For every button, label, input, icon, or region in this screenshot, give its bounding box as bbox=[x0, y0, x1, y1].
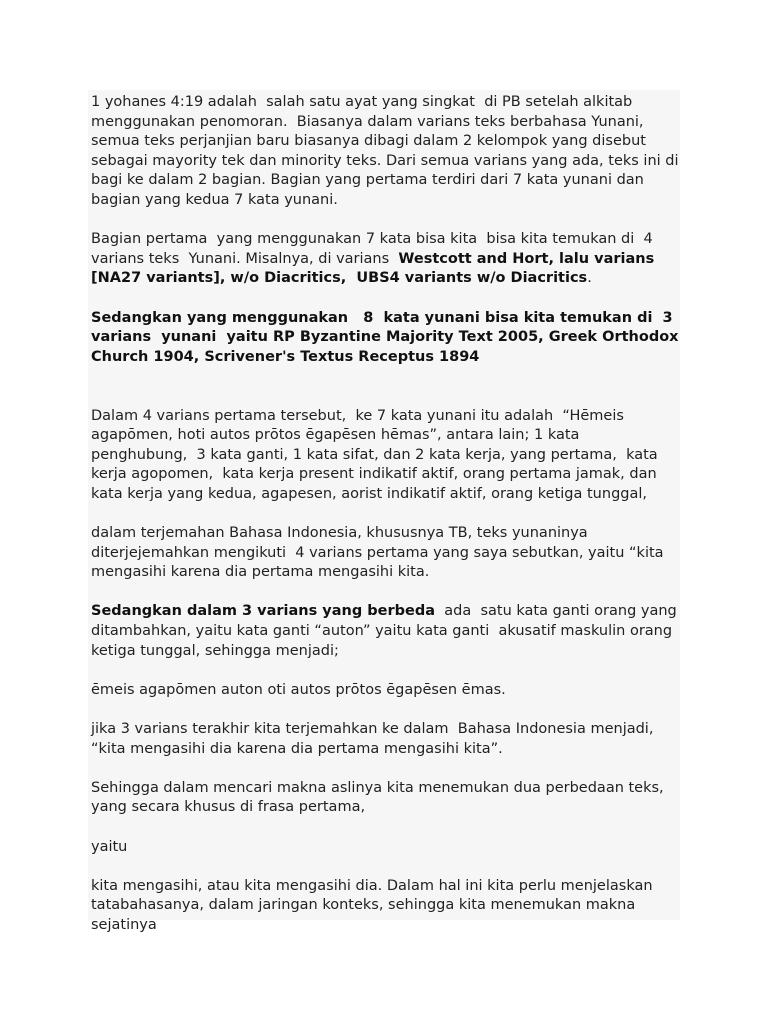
text-span: bagi ke dalam 2 bagian. Bagian yang pertama terdiri dari 7 kata yunani dan bbox=[91, 172, 644, 189]
text-span: yang secara khusus di frasa pertama, bbox=[91, 799, 366, 816]
text-line bbox=[91, 269, 681, 289]
text-line bbox=[91, 720, 681, 740]
paragraph-p7 bbox=[91, 681, 681, 701]
paragraph-p3 bbox=[91, 309, 681, 368]
text-span: diterjejemahkan mengikuti 4 varians pertama yang saya sebutkan, yaitu “kita bbox=[91, 544, 664, 561]
text-line bbox=[91, 642, 681, 662]
bold-text-span: Westcott and Hort, lalu varians bbox=[398, 250, 655, 267]
text-span: jika 3 varians terakhir kita terjemahkan ke dalam Bahasa Indonesia menjadi, bbox=[91, 721, 654, 737]
text-line bbox=[91, 113, 681, 133]
text-line bbox=[91, 446, 681, 466]
text-span: agapōmen, hoti autos prōtos ēgapēsen hēmas”, antara lain; 1 kata bbox=[91, 427, 580, 444]
text-line bbox=[91, 152, 681, 172]
text-span: ēmeis agapōmen auton oti autos prōtos ēgapēsen ēmas. bbox=[91, 681, 506, 698]
paragraph-p10 bbox=[91, 838, 681, 858]
text-span: kata kerja yang kedua, agapesen, aorist indikatif aktif, orang ketiga tunggal, bbox=[91, 485, 647, 502]
text-span: ditambahkan, yaitu kata ganti “auton” yaitu kata ganti akusatif maskulin orang bbox=[91, 623, 673, 640]
text-line bbox=[91, 622, 681, 642]
bold-text-span: Church 1904, Scrivener's Textus Receptus 1894 bbox=[91, 348, 480, 365]
text-line bbox=[91, 132, 681, 152]
paragraph-p8 bbox=[91, 720, 681, 759]
text-line bbox=[91, 328, 681, 348]
text-span: bagian yang kedua 7 kata yunani. bbox=[91, 191, 338, 208]
text-span: mengasihi karena dia pertama mengasihi kita. bbox=[91, 564, 430, 581]
text-line bbox=[91, 896, 681, 916]
text-line bbox=[91, 309, 681, 329]
text-span: 1 yohanes 4:19 adalah salah satu ayat yang singkat di PB setelah alkitab bbox=[91, 94, 633, 110]
bold-text-span: Sedangkan yang menggunakan 8 kata yunani bisa kita temukan di 3 bbox=[91, 309, 673, 326]
text-span: ketiga tunggal, sehingga menjadi; bbox=[91, 642, 339, 659]
text-span: Dalam 4 varians pertama tersebut, ke 7 kata yunani itu adalah “Hēmeis bbox=[91, 407, 624, 424]
text-line bbox=[91, 916, 681, 936]
bold-text-span: [NA27 variants], w/o Diacritics, UBS4 variants w/o Diacritics bbox=[91, 270, 588, 287]
text-line bbox=[91, 681, 681, 701]
text-span: sebagai mayority tek dan minority teks. Dari semua varians yang ada, teks ini di bbox=[91, 152, 679, 169]
text-line bbox=[91, 348, 681, 368]
bold-text-span: varians yunani yaitu RP Byzantine Majority Text 2005, Greek Orthodox bbox=[91, 329, 679, 346]
paragraph-spacer bbox=[91, 387, 681, 407]
text-span: sejatinya bbox=[91, 916, 157, 933]
text-line bbox=[91, 740, 681, 760]
text-span: tatabahasanya, dalam jaringan konteks, sehingga kita menemukan makna bbox=[91, 897, 636, 914]
paragraph-p2 bbox=[91, 230, 681, 289]
text-span: Sehingga dalam mencari makna aslinya kita menemukan dua perbedaan teks, bbox=[91, 779, 664, 796]
text-line bbox=[91, 779, 681, 799]
paragraph-p1 bbox=[91, 93, 681, 211]
bold-text-span: Sedangkan dalam 3 varians yang berbeda bbox=[91, 603, 436, 620]
text-span: “kita mengasihi dia karena dia pertama mengasihi kita”. bbox=[91, 740, 503, 757]
text-line bbox=[91, 563, 681, 583]
text-span: . bbox=[587, 270, 592, 287]
text-line bbox=[91, 485, 681, 505]
text-line bbox=[91, 191, 681, 211]
text-line bbox=[91, 171, 681, 191]
text-line bbox=[91, 544, 681, 564]
text-line bbox=[91, 877, 681, 897]
text-line bbox=[91, 250, 681, 270]
document-body bbox=[91, 93, 681, 955]
text-span: varians teks Yunani. Misalnya, di varians bbox=[91, 250, 399, 267]
text-line bbox=[91, 838, 681, 858]
paragraph-p5 bbox=[91, 524, 681, 583]
text-span: kerja agopomen, kata kerja present indikatif aktif, orang pertama jamak, dan bbox=[91, 466, 657, 483]
text-line bbox=[91, 465, 681, 485]
text-span: menggunakan penomoran. Biasanya dalam varians teks berbahasa Yunani, bbox=[91, 113, 644, 130]
text-span: Bagian pertama yang menggunakan 7 kata bisa kita bisa kita temukan di 4 bbox=[91, 231, 653, 248]
text-line bbox=[91, 407, 681, 427]
text-span: penghubung, 3 kata ganti, 1 kata sifat, dan 2 kata kerja, yang pertama, kata bbox=[91, 446, 658, 463]
text-line bbox=[91, 602, 681, 622]
text-span: kita mengasihi, atau kita mengasihi dia. Dalam hal ini kita perlu menjelaskan bbox=[91, 877, 653, 894]
text-line bbox=[91, 798, 681, 818]
text-span: semua teks perjanjian baru biasanya dibagi dalam 2 kelompok yang disebut bbox=[91, 133, 646, 150]
paragraph-p4 bbox=[91, 407, 681, 505]
text-line bbox=[91, 426, 681, 446]
text-line bbox=[91, 524, 681, 544]
text-span: yaitu bbox=[91, 838, 128, 855]
paragraph-p6 bbox=[91, 602, 681, 661]
paragraph-p11 bbox=[91, 877, 681, 936]
text-line bbox=[91, 93, 681, 113]
text-line bbox=[91, 230, 681, 250]
paragraph-p9 bbox=[91, 779, 681, 818]
text-span: ada satu kata ganti orang yang bbox=[435, 603, 677, 620]
text-span: dalam terjemahan Bahasa Indonesia, khususnya TB, teks yunaninya bbox=[91, 525, 588, 542]
